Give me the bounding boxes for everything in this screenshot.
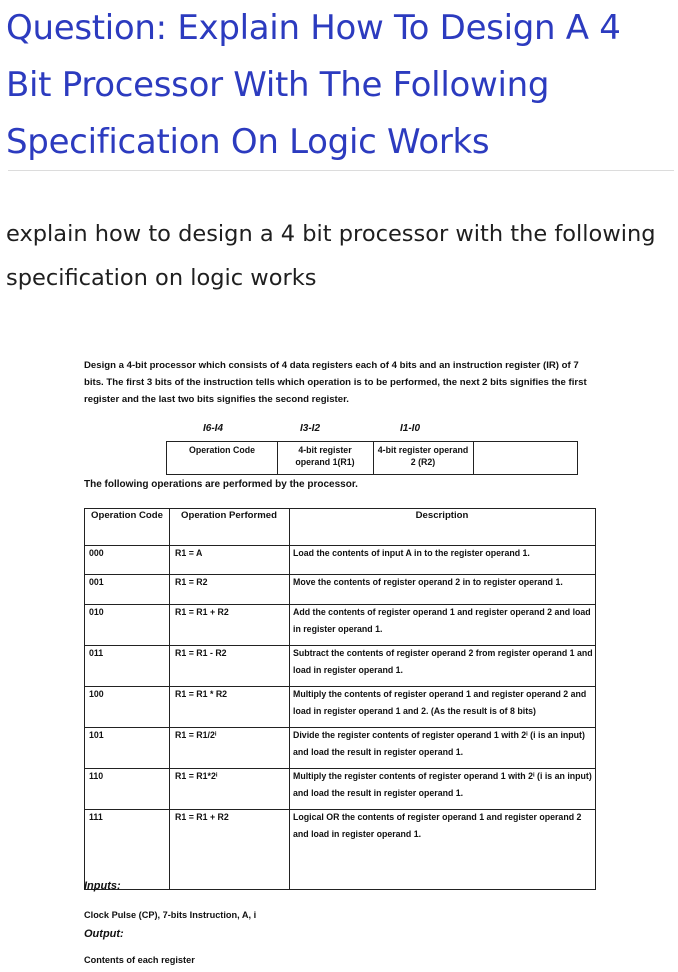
row-op: R1 = R1/2ⁱ [175,730,217,740]
row-description: Multiply the register contents of register operand 1 with 2ⁱ (i is an input) and load the result in register operand 1. [293,771,592,798]
row-code: 100 [89,689,104,699]
output-heading: Output: [84,928,124,940]
question-body: explain how to design a 4 bit processor with the following specification on logic works [6,221,656,291]
format-separator [473,442,474,474]
row-code: 011 [89,648,104,658]
row-description: Add the contents of register operand 1 and register operand 2 and load in register operand 1. [293,607,591,634]
format-field-r1: 4-bit register operand 1(R1) [295,445,355,467]
row-op: R1 = A [175,548,203,558]
header-operation-code: Operation Code [91,510,163,521]
operations-caption: The following operations are performed by the processor. [84,479,358,490]
row-op: R1 = R1 - R2 [175,648,227,658]
spec-image [0,350,678,972]
row-description: Divide the register contents of register operand 1 with 2ⁱ (i is an input) and load the result in register operand 1. [293,730,585,757]
table-column-line [289,509,290,889]
row-code: 111 [89,812,103,822]
format-field-opcode: Operation Code [189,445,255,455]
row-op: R1 = R2 [175,577,208,587]
header-description: Description [415,510,469,521]
row-code: 101 [89,730,104,740]
format-field-r2: 4-bit register operand 2 (R2) [377,445,469,467]
bit-range-r2: I1-I0 [400,423,421,434]
bit-range-r1: I3-I2 [300,423,321,434]
header-operation-performed: Operation Performed [181,510,277,521]
row-description: Logical OR the contents of register operand 1 and register operand 2 and load in register operand 1. [293,812,582,839]
operations-table [84,508,596,890]
inputs-heading: Inputs: [84,880,121,892]
row-code: 010 [89,607,104,617]
row-op: R1 = R1 * R2 [175,689,228,699]
row-description: Multiply the contents of register operand 1 and register operand 2 and load in register operand 1 and 2. (As the result is of 8 bits) [293,689,587,716]
divider [8,170,674,171]
row-code: 000 [89,548,104,558]
row-code: 001 [89,577,104,587]
table-column-line [169,509,170,889]
row-description: Subtract the contents of register operand 2 from register operand 1 and load in register operand 1. [293,648,593,675]
bit-range-opcode: I6-I4 [203,423,224,434]
row-op: R1 = R1*2ⁱ [175,771,218,781]
output-text: Contents of each register [84,955,195,965]
row-description: Move the contents of register operand 2 in to register operand 1. [293,577,563,587]
inputs-text: Clock Pulse (CP), 7-bits Instruction, A, i [84,910,257,920]
question-title: Question: Explain How To Design A 4 Bit Processor With The Following Specification On Logic Works [6,8,621,162]
row-op: R1 = R1 + R2 [175,812,229,822]
instruction-format [166,441,578,475]
row-code: 110 [89,771,104,781]
spec-intro: Design a 4-bit processor which consists of 4 data registers each of 4 bits and an instruction register (IR) of 7 bits. The first 3 bits of the instruction tells which operation is to be performed, the next 2 bits signifies the first register and the last two bits signifies the second register. [84,360,587,405]
row-op: R1 = R1 + R2 [175,607,229,617]
row-description: Load the contents of input A in to the register operand 1. [293,548,530,558]
